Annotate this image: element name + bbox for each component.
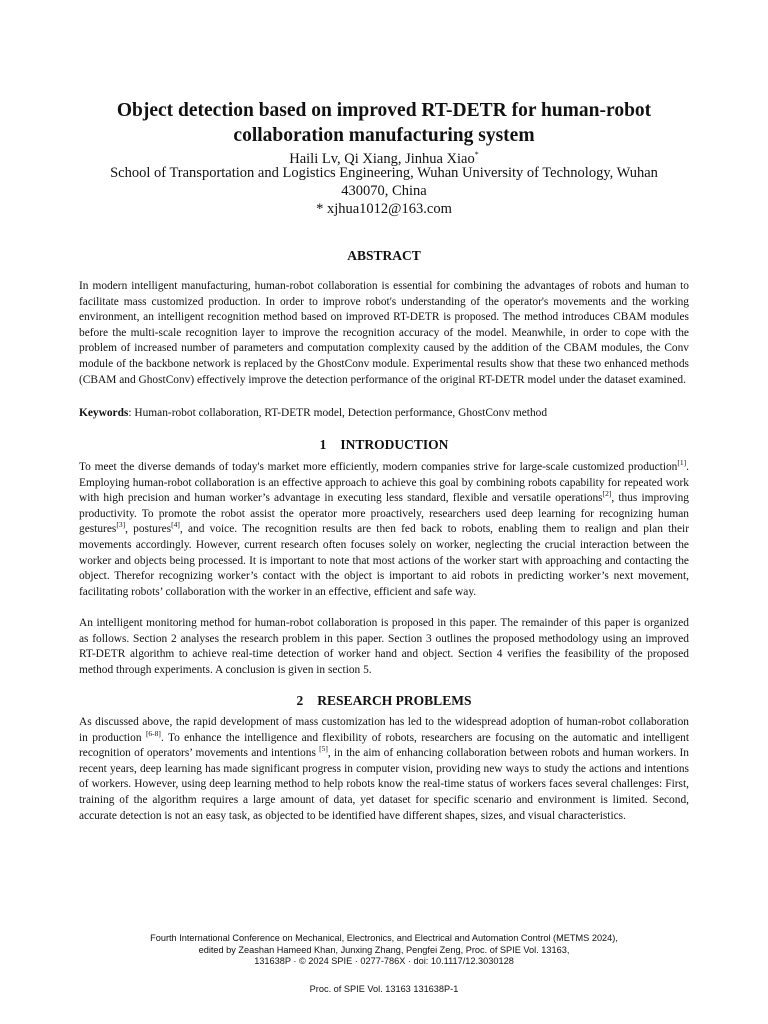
affiliation-line-2: 430070, China — [341, 183, 427, 199]
abstract-text: In modern intelligent manufacturing, human-robot collaboration is essential for combining the advantages of robots and human to facilitate mass customized production. In order to improve robot's understanding of the operator's movements and the working environment, an intelligent recognition method based on improved RT-DETR is proposed. The method introduces CBAM modules before the multi-scale recognition layer to improve the recognition accuracy of the model. Meanwhile, in order to cope with the problem of increased number of parameters and computation complexity caused by the addition of the CBAM modules, the Conv module of the backbone network is replaced by the GhostConv module. Experimental results show that these two enhanced methods (CBAM and GhostConv) effectively improve the detection performance of the original RT-DETR model under the dataset examined. — [79, 280, 689, 386]
footer-line-2: edited by Zeashan Hameed Khan, Junxing Zhang, Pengfei Zeng, Proc. of SPIE Vol. 13163, — [198, 944, 570, 955]
text-run: . Employing human-robot collaboration is an effective approach to achieve this goal by combining robots capability for repeated work with high precision and human worker’s advantage in executing less standard, flexible and versatile operations — [79, 461, 689, 505]
affiliation-line-1: School of Transportation and Logistics Engineering, Wuhan University of Technology, Wuhan — [110, 165, 658, 181]
introduction-paragraph-2: An intelligent monitoring method for human-robot collaboration is proposed in this paper. The remainder of this paper is organized as follows. Section 2 analyses the research problem in this paper. Section 3 outlines the proposed methodology using an improved RT-DETR algorithm to achieve real-time detection of worker hand and object. Section 4 verifies the feasibility of the proposed method through experiments. A conclusion is given in section 5. — [79, 617, 689, 676]
text-run: . To enhance the intelligence and flexibility of robots, researchers are focusing on the automatic and intelligent recognition of operators’ movements and intentions — [79, 731, 689, 760]
section-1-heading — [60, 437, 708, 453]
text-run: , in the aim of enhancing collaboration between robots and human workers. In recent years, deep learning has made significant progress in computer vision, providing new ways to study the actions and intentions of workers. However, using deep learning method to help robots know the real-time status of workers faces several challenges: First, training of the algorithm requires a large amount of data, yet dataset for specific scenario and environment is limited. Second, accurate detection is not an easy task, as objected to be identified have different shapes, sizes, and visual characteristics. — [79, 747, 689, 822]
introduction-paragraph-1 — [79, 460, 689, 600]
research-problems-paragraph — [79, 715, 689, 824]
footer-line-3: 131638P · © 2024 SPIE · 0277-786X · doi: 10.1117/12.3030128 — [254, 956, 514, 966]
section-2-number: 2 — [296, 693, 304, 708]
citation: [4] — [171, 520, 180, 530]
author-names: Haili Lv, Qi Xiang, Jinhua Xiao — [289, 150, 475, 167]
text-run: , postures — [125, 523, 172, 536]
corresponding-author-mark: * — [474, 150, 479, 159]
section-1-title: INTRODUCTION — [340, 437, 449, 452]
conference-footer — [80, 933, 688, 968]
text-run: To meet the diverse demands of today's market more efficiently, modern companies strive for large-scale customized production — [79, 461, 678, 473]
section-2-heading — [60, 693, 708, 709]
title-line-2: collaboration manufacturing system — [233, 125, 535, 146]
page-number: Proc. of SPIE Vol. 13163 131638P-1 — [309, 984, 459, 994]
citation: [2] — [602, 489, 612, 499]
abstract-heading: ABSTRACT — [347, 248, 421, 263]
contact-email: * xjhua1012@163.com — [316, 201, 452, 217]
keywords-label: Keywords — [79, 407, 129, 419]
paper-title — [60, 98, 708, 148]
citation: [1] — [677, 458, 687, 468]
section-2-title: RESEARCH PROBLEMS — [317, 693, 472, 708]
citation: [3] — [116, 520, 126, 530]
keywords — [79, 406, 689, 422]
citation: [5] — [319, 744, 328, 754]
section-1-number: 1 — [319, 437, 327, 452]
footer-line-1: Fourth International Conference on Mechanical, Electronics, and Electrical and Automation Control (METMS 2024), — [150, 933, 618, 943]
affiliation — [80, 164, 688, 200]
text-run: , thus improving productivity. To promote the robot assist the operator more proactively, researchers used deep learning for recognizing human gestures — [79, 492, 689, 536]
text-run: , and voice. The recognition results are then fed back to robots, enabling them to realign and plan their movements accordingly. However, current research often focuses solely on worker, neglecting the crucial interaction between the worker and objects being processed. It is important to note that most actions of the worker start with approaching and contacting the object. Therefor recognizing worker’s contact with the object is important to aid robots in predicting worker’s next movement, facilitating robots’ collaboration with the worker in an effective, efficient and safe way. — [79, 523, 689, 598]
text-run: As discussed above, the rapid development of mass customization has led to the widespread adoption of human-robot collaboration in production — [79, 716, 689, 744]
title-line-1: Object detection based on improved RT-DETR for human-robot — [116, 100, 652, 121]
citation: [6-8] — [145, 728, 161, 738]
keywords-text: : Human-robot collaboration, RT-DETR model, Detection performance, GhostConv method — [128, 407, 548, 419]
